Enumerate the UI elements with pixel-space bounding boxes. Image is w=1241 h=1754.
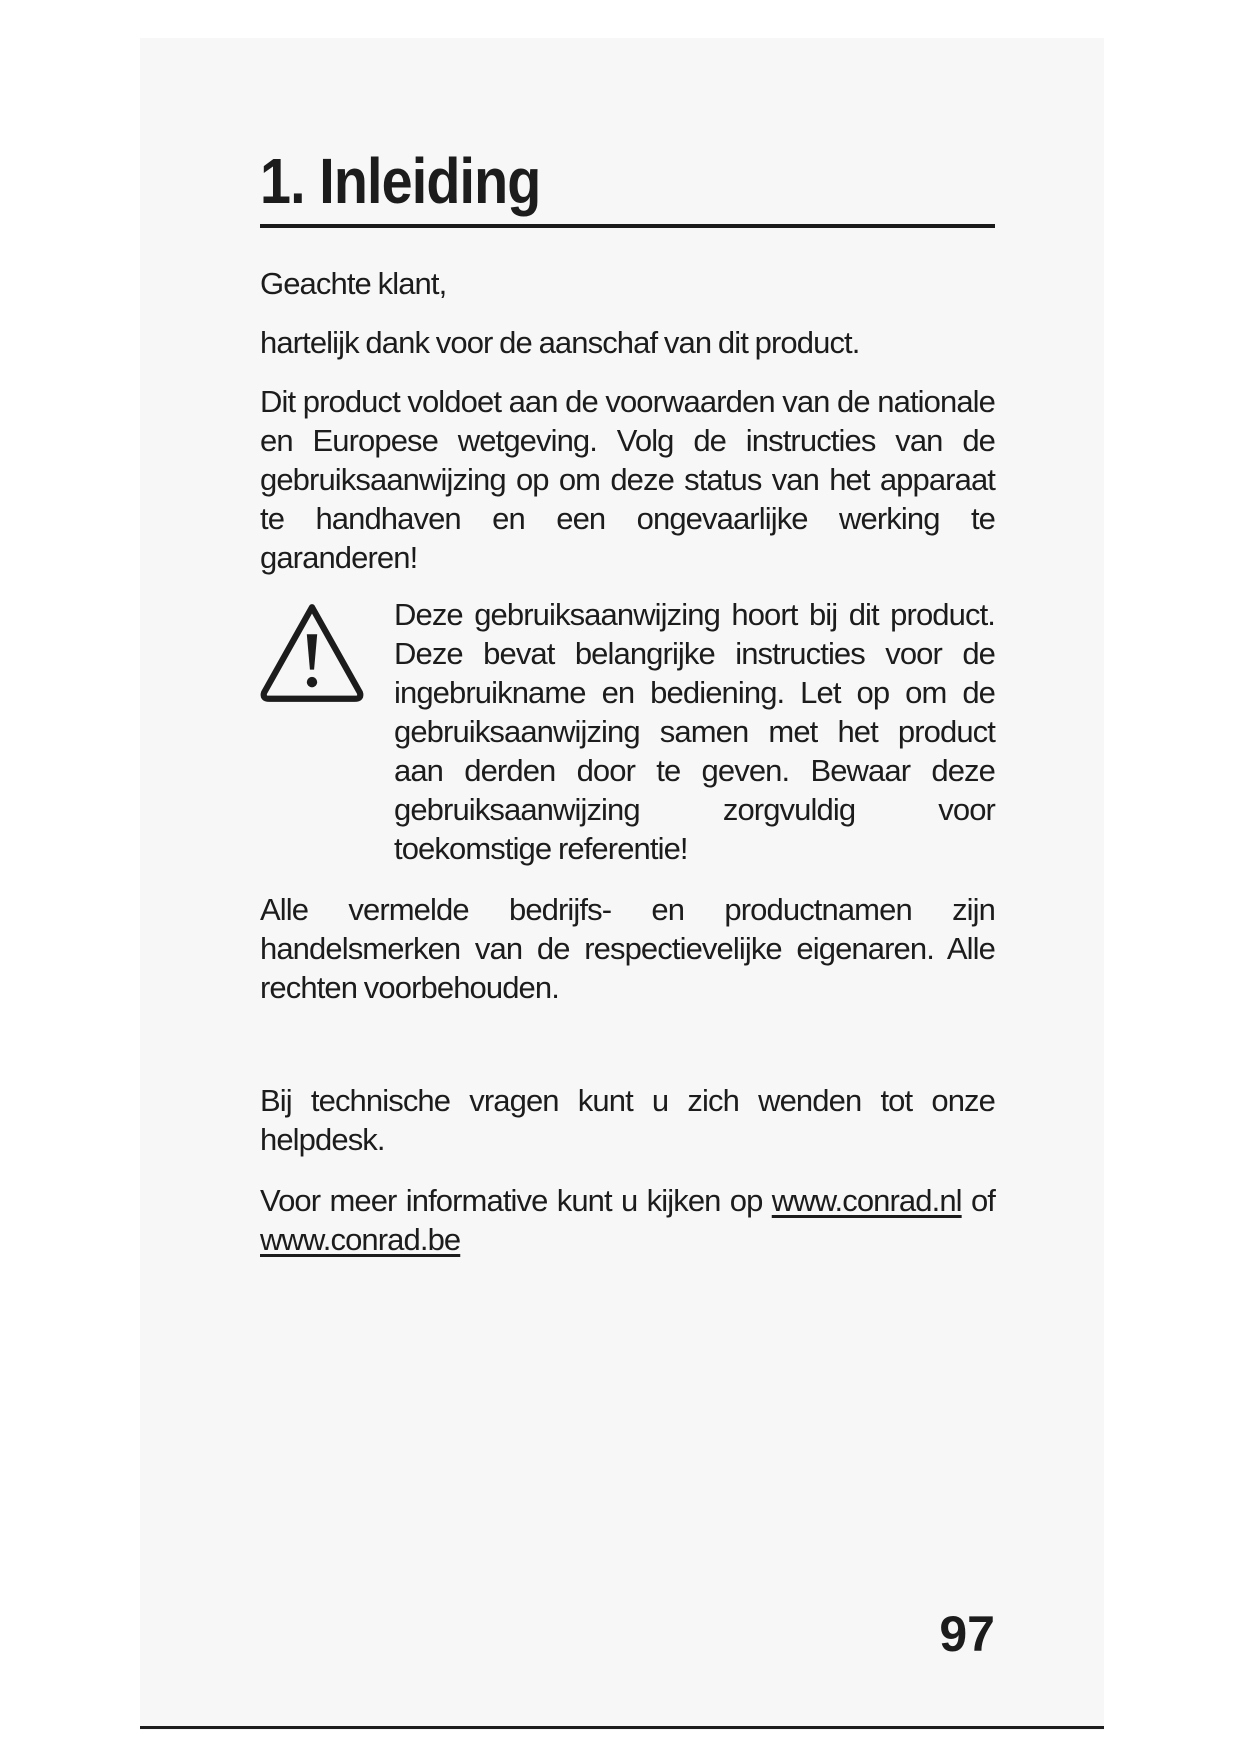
info-middle: of	[970, 1183, 995, 1218]
info-paragraph	[260, 1181, 995, 1259]
footer-rule	[140, 1726, 1104, 1729]
info-prefix: Voor meer informative kunt u kijken op	[260, 1183, 763, 1218]
heading-underline	[260, 224, 995, 228]
trademarks-paragraph: Alle vermelde bedrijfs- en productnamen zijn handelsmerken van de respectievelijke eigenaren. Alle rechten voorbehouden.	[260, 892, 995, 1005]
page-number: 97	[939, 1606, 995, 1662]
section-heading: 1. Inleiding	[260, 145, 541, 217]
warning-block	[260, 595, 995, 868]
main-content	[260, 140, 995, 1259]
conrad-be-link[interactable]: www.conrad.be	[260, 1222, 461, 1257]
greeting-paragraph: Geachte klant,	[260, 266, 447, 301]
helpdesk-paragraph: Bij technische vragen kunt u zich wenden tot onze helpdesk.	[260, 1083, 995, 1157]
warning-triangle-icon	[260, 601, 364, 705]
conrad-nl-link[interactable]: www.conrad.nl	[771, 1183, 962, 1218]
thanks-paragraph: hartelijk dank voor de aanschaf van dit product.	[260, 325, 860, 360]
compliance-paragraph: Dit product voldoet aan de voorwaarden van de nationale en Europese wetgeving. Volg de instructies van de gebruiksaanwijzing op om deze status van het apparaat te handhaven en een ongevaarlijke werking te garanderen!	[260, 384, 995, 575]
warning-paragraph: Deze gebruiksaanwijzing hoort bij dit product. Deze bevat belangrijke instructies voor de ingebruikname en bediening. Let op om de gebruiksaanwijzing samen met het product aan derden door te geven. Bewaar deze gebruiksaanwijzing zorgvuldig voor toekomstige referentie!	[394, 597, 995, 866]
